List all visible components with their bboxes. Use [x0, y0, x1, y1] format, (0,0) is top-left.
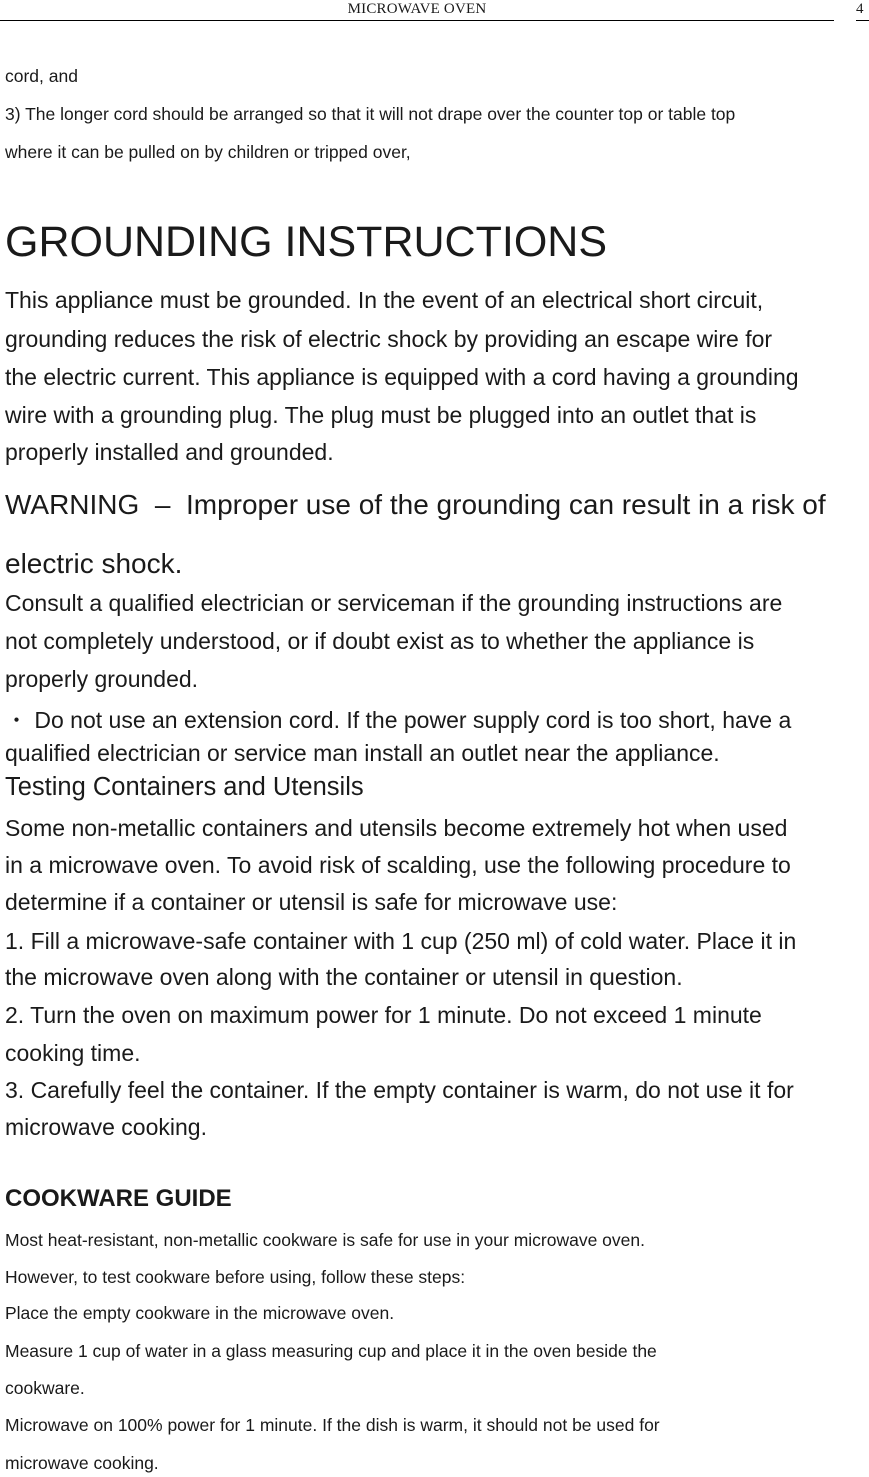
cookware-line: Microwave on 100% power for 1 minute. If the dish is warm, it should not be used for	[5, 1415, 660, 1435]
grounding-paragraph-line: This appliance must be grounded. In the event of an electrical short circuit,	[5, 287, 764, 313]
cookware-heading: COOKWARE GUIDE	[5, 1185, 232, 1212]
grounding-paragraph-line: the electric current. This appliance is equipped with a cord having a grounding	[5, 364, 799, 390]
intro-line: 3) The longer cord should be arranged so that it will not drape over the counter top or table top	[5, 104, 736, 124]
bullet-line: qualified electrician or service man install an outlet near the appliance.	[5, 740, 720, 766]
testing-line: 1. Fill a microwave-safe container with 1 cup (250 ml) of cold water. Place it in	[5, 928, 797, 954]
consult-line: Consult a qualified electrician or serviceman if the grounding instructions are	[5, 590, 783, 616]
testing-line: Some non-metallic containers and utensils become extremely hot when used	[5, 815, 788, 841]
grounding-paragraph-line: grounding reduces the risk of electric shock by providing an escape wire for	[5, 326, 773, 352]
testing-line: microwave cooking.	[5, 1114, 207, 1140]
grounding-paragraph-line: properly installed and grounded.	[5, 439, 334, 465]
warning-line: electric shock.	[5, 548, 183, 579]
testing-line: 2. Turn the oven on maximum power for 1 minute. Do not exceed 1 minute	[5, 1002, 762, 1028]
warning-line: WARNING – Improper use of the grounding can result in a risk of	[5, 489, 826, 520]
consult-line: not completely understood, or if doubt exist as to whether the appliance is	[5, 628, 755, 654]
page-number: 4	[856, 1, 864, 17]
testing-line: in a microwave oven. To avoid risk of scalding, use the following procedure to	[5, 852, 791, 878]
cookware-line: Measure 1 cup of water in a glass measuring cup and place it in the oven beside the	[5, 1341, 657, 1361]
intro-line: cord, and	[5, 66, 78, 86]
intro-line: where it can be pulled on by children or tripped over,	[5, 142, 411, 162]
grounding-heading: GROUNDING INSTRUCTIONS	[5, 218, 607, 266]
cookware-line: However, to test cookware before using, follow these steps:	[5, 1267, 466, 1287]
page-header	[0, 0, 869, 24]
cookware-line: cookware.	[5, 1378, 85, 1398]
grounding-paragraph-line: wire with a grounding plug. The plug must be plugged into an outlet that is	[5, 402, 757, 428]
testing-line: cooking time.	[5, 1040, 141, 1066]
bullet-line: ・ Do not use an extension cord. If the power supply cord is too short, have a	[5, 707, 792, 733]
cookware-line: Place the empty cookware in the microwave oven.	[5, 1303, 395, 1323]
testing-heading: Testing Containers and Utensils	[5, 773, 364, 801]
header-rule	[0, 20, 834, 21]
cookware-line: Most heat-resistant, non-metallic cookware is safe for use in your microwave oven.	[5, 1230, 645, 1250]
cookware-line: microwave cooking.	[5, 1453, 159, 1473]
header-title: MICROWAVE OVEN	[347, 1, 487, 17]
consult-line: properly grounded.	[5, 666, 199, 692]
page-number-rule	[856, 20, 869, 21]
testing-line: determine if a container or utensil is safe for microwave use:	[5, 889, 618, 915]
testing-line: the microwave oven along with the container or utensil in question.	[5, 964, 683, 990]
testing-line: 3. Carefully feel the container. If the empty container is warm, do not use it for	[5, 1077, 794, 1103]
